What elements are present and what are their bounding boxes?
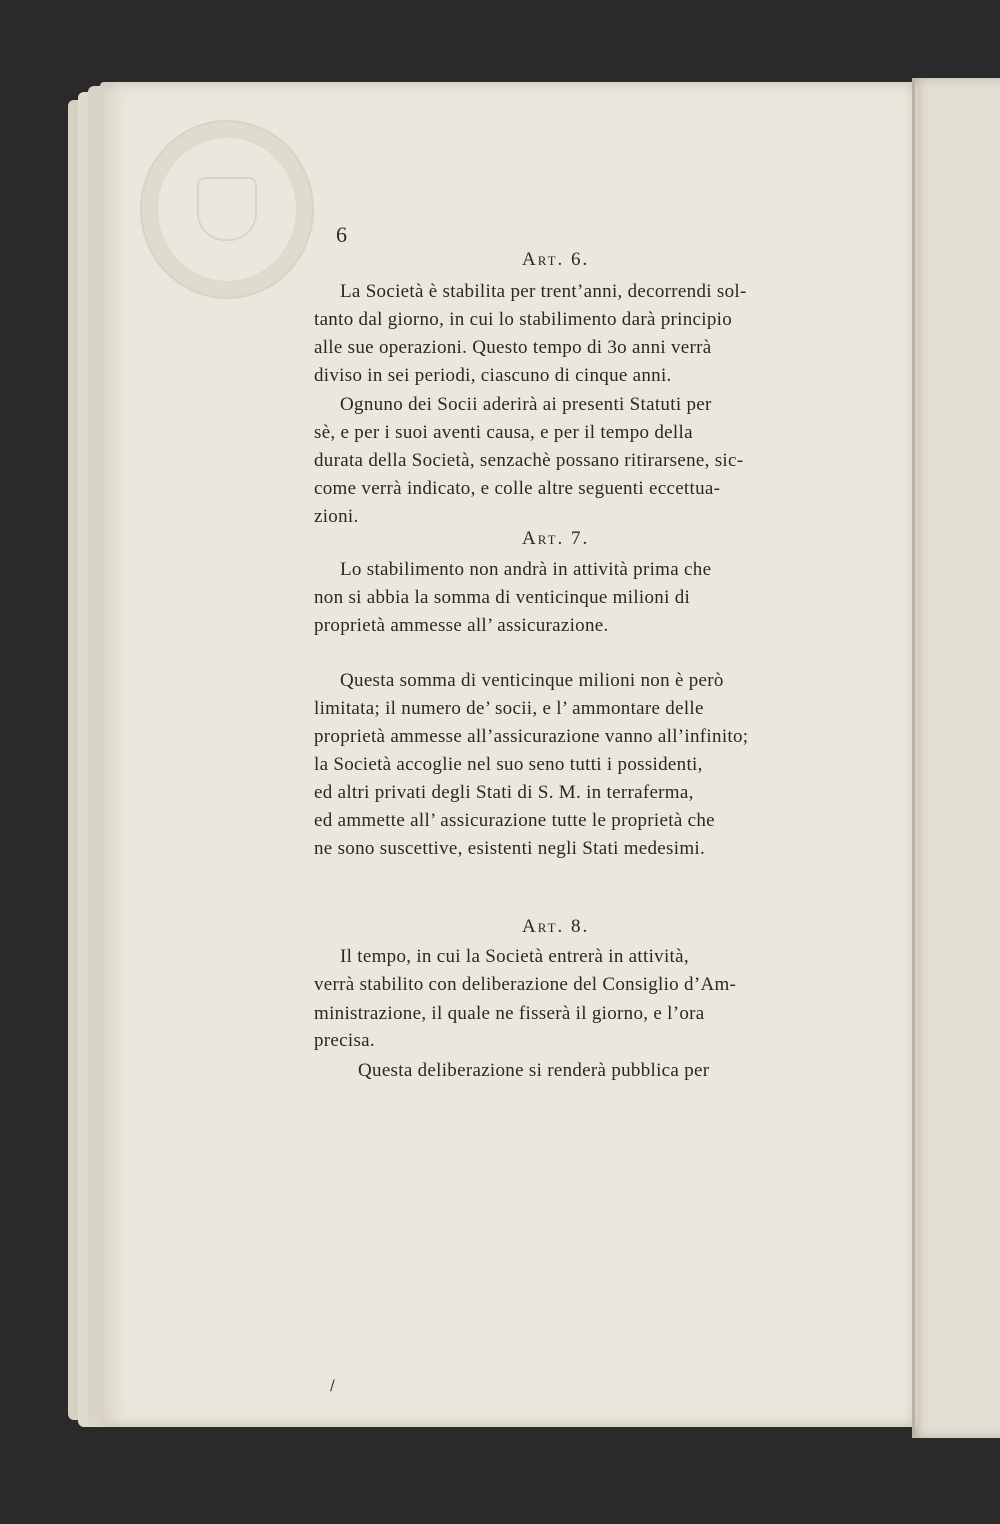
text-line: proprietà ammesse all’assicurazione vanno all’infinito; xyxy=(314,726,749,747)
text-line: ne sono suscettive, esistenti negli Stati medesimi. xyxy=(314,838,706,859)
text-line: ed altri privati degli Stati di S. M. in terraferma, xyxy=(314,782,694,803)
text-line: alle sue operazioni. Questo tempo di 3o anni verrà xyxy=(314,337,712,358)
text-line: non si abbia la somma di venticinque milioni di xyxy=(314,587,691,608)
text-line: Questa somma di venticinque milioni non è però xyxy=(340,670,724,691)
text-line: tanto dal giorno, in cui lo stabilimento darà principio xyxy=(314,309,733,330)
text-line: ed ammette all’ assicurazione tutte le proprietà che xyxy=(314,810,715,831)
embossed-seal-icon xyxy=(140,120,314,299)
article-heading: Art. 6. xyxy=(522,249,590,270)
seal-crest-icon xyxy=(197,177,257,241)
article-heading: Art. 7. xyxy=(522,528,590,549)
text-line: diviso in sei periodi, ciascuno di cinque anni. xyxy=(314,365,672,386)
text-line: la Società accoglie nel suo seno tutti i possidenti, xyxy=(314,754,703,775)
text-line: limitata; il numero de’ socii, e l’ ammontare delle xyxy=(314,698,704,719)
text-line: proprietà ammesse all’ assicurazione. xyxy=(314,615,609,636)
text-line: zioni. xyxy=(314,506,359,527)
text-line: Il tempo, in cui la Società entrerà in attività, xyxy=(340,946,689,967)
book-gutter xyxy=(912,80,915,1435)
text-line: Lo stabilimento non andrà in attività prima che xyxy=(340,559,712,580)
text-line: durata della Società, senzachè possano ritirarsene, sic- xyxy=(314,450,744,471)
text-line: ministrazione, il quale ne fisserà il giorno, e l’ora xyxy=(314,1003,705,1024)
text-line: La Società è stabilita per trent’anni, decorrendi sol- xyxy=(340,281,747,302)
facing-page xyxy=(912,78,1000,1438)
article-heading: Art. 8. xyxy=(522,916,590,937)
text-line: precisa. xyxy=(314,1030,375,1051)
text-line: Questa deliberazione si renderà pubblica per xyxy=(358,1060,710,1081)
text-line: Ognuno dei Socii aderirà ai presenti Statuti per xyxy=(340,394,712,415)
text-line: verrà stabilito con deliberazione del Consiglio d’Am- xyxy=(314,974,737,995)
page-number: 6 xyxy=(336,222,348,247)
ink-mark-icon: / xyxy=(330,1378,335,1394)
text-line: come verrà indicato, e colle altre seguenti eccettua- xyxy=(314,478,721,499)
text-line: sè, e per i suoi aventi causa, e per il tempo della xyxy=(314,422,693,443)
